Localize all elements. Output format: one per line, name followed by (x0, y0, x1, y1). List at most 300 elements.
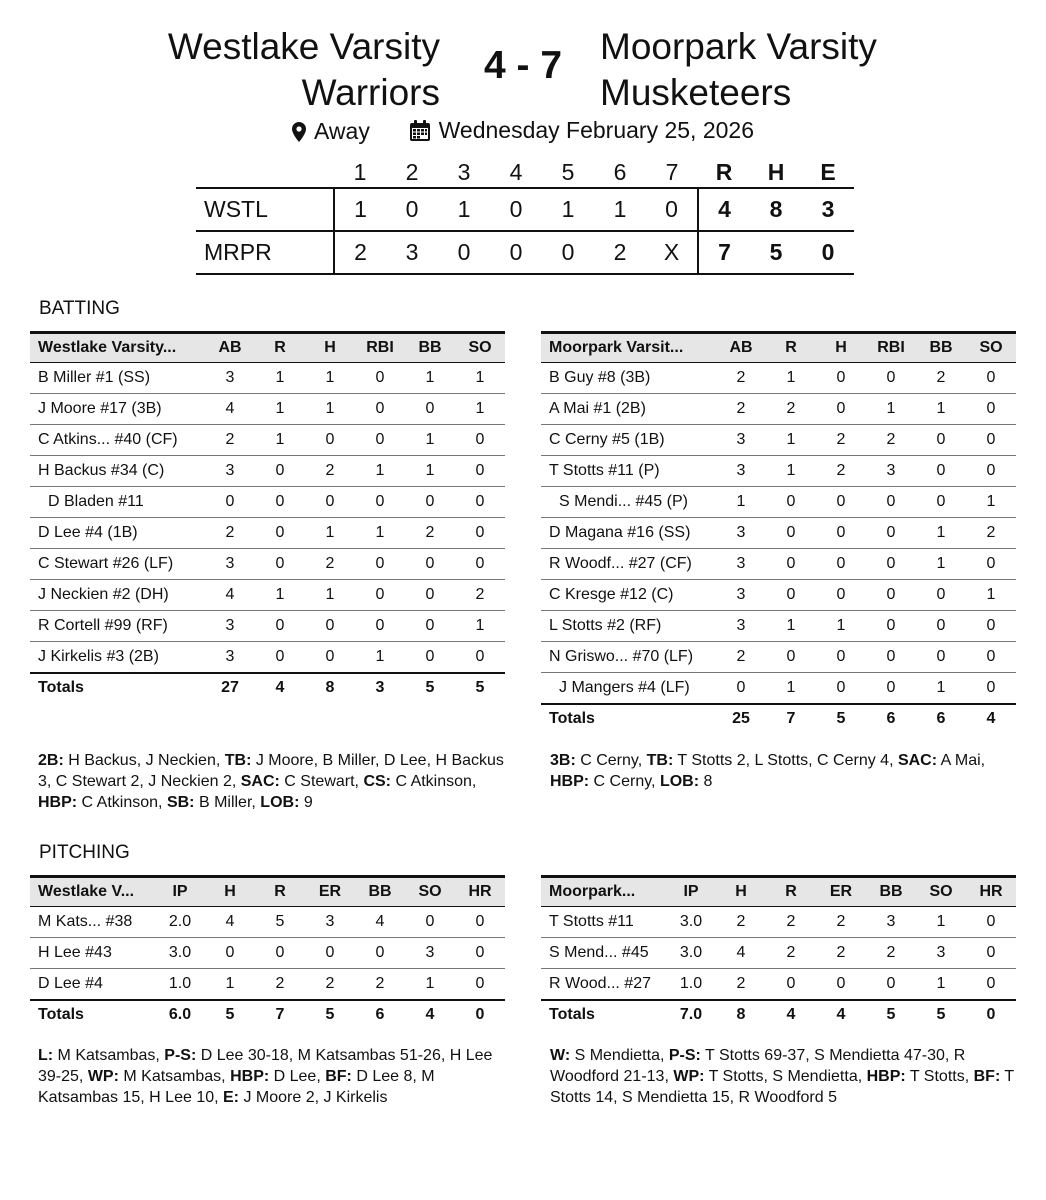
stat-cell: 0 (455, 642, 505, 673)
stat-cell: 0 (966, 907, 1016, 938)
table-header-row (30, 333, 505, 363)
stat-cell: 0 (305, 487, 355, 518)
note-text: A Mai, (937, 752, 986, 769)
totals-row (30, 1000, 505, 1030)
home-team-line1: Moorpark Varsity (600, 26, 877, 67)
stat-cell: 0 (916, 425, 966, 456)
inning-score: X (646, 231, 698, 274)
note-text: B Miller, (194, 794, 261, 811)
totals-label: Totals (541, 1000, 666, 1030)
stat-cell: 0 (405, 611, 455, 642)
table-row (30, 549, 505, 580)
stat-cell: 2 (716, 394, 766, 425)
stat-cell: 1 (255, 580, 305, 611)
stat-cell: 0 (766, 580, 816, 611)
table-row (541, 580, 1016, 611)
team-column-header: Moorpark Varsit... (541, 333, 716, 363)
totals-cell: 3 (355, 673, 405, 703)
stat-cell: 1 (255, 363, 305, 394)
note-text: 8 (699, 773, 713, 790)
player-name: M Kats... #38 (30, 907, 155, 938)
stat-cell: 1 (766, 673, 816, 704)
note-label: BF: (973, 1068, 1001, 1085)
totals-cell: 0 (455, 1000, 505, 1030)
stat-column-header: HR (966, 877, 1016, 907)
table-row (541, 425, 1016, 456)
stat-cell: 0 (305, 938, 355, 969)
stat-cell: 1 (355, 518, 405, 549)
totals-row (541, 704, 1016, 734)
totals-cell: 6.0 (155, 1000, 205, 1030)
stat-cell: 2 (355, 969, 405, 1000)
stat-cell: 2 (305, 549, 355, 580)
table-row (541, 487, 1016, 518)
stat-cell: 0 (966, 611, 1016, 642)
stat-cell: 2 (716, 642, 766, 673)
inning-header: 5 (542, 158, 594, 188)
stat-cell: 0 (305, 642, 355, 673)
totals-label: Totals (541, 704, 716, 734)
note-text: J Moore 2, J Kirkelis (239, 1089, 388, 1106)
stat-cell: 0 (916, 580, 966, 611)
player-name: L Stotts #2 (RF) (541, 611, 716, 642)
table-row (30, 907, 505, 938)
team-column-header: Westlake V... (30, 877, 155, 907)
table-row (30, 425, 505, 456)
note-text: T Stotts 69-37, S Mendietta 47-30, R Woodford 21-13, (550, 1047, 966, 1085)
stat-cell: 1.0 (155, 969, 205, 1000)
location-text: Away (314, 118, 370, 144)
note-label: SAC: (240, 773, 280, 790)
stat-cell: 0 (866, 363, 916, 394)
errors-total: 3 (802, 188, 854, 231)
inning-score: 1 (438, 188, 490, 231)
table-row (30, 580, 505, 611)
stat-column-header: BB (866, 877, 916, 907)
table-row (30, 642, 505, 673)
stat-cell: 3 (716, 425, 766, 456)
table-row (541, 518, 1016, 549)
stat-column-header: BB (405, 333, 455, 363)
note-label: L: (38, 1047, 54, 1064)
batting-section-title: BATTING (39, 298, 120, 319)
stat-cell: 1 (405, 456, 455, 487)
player-name: T Stotts #11 (541, 907, 666, 938)
inning-score: 0 (490, 231, 542, 274)
note-label: LOB: (659, 773, 700, 790)
errors-header: E (802, 158, 854, 188)
stat-cell: 0 (405, 549, 455, 580)
table-row (30, 456, 505, 487)
table-row (541, 969, 1016, 1000)
stat-cell: 0 (816, 642, 866, 673)
stat-cell: 1 (205, 969, 255, 1000)
line-score-table (196, 158, 854, 275)
note-text: S Mendietta, (570, 1047, 669, 1064)
game-meta (0, 117, 1046, 148)
stat-cell: 0 (305, 425, 355, 456)
home-team-line2: Musketeers (600, 72, 792, 113)
table-row (30, 394, 505, 425)
stat-cell: 0 (455, 487, 505, 518)
stat-cell: 1 (816, 611, 866, 642)
stat-cell: 0 (966, 549, 1016, 580)
away-team-name (168, 24, 440, 116)
stat-cell: 1 (305, 580, 355, 611)
away-team-line2: Warriors (301, 72, 440, 113)
stat-cell: 2 (766, 938, 816, 969)
stat-cell: 0 (255, 487, 305, 518)
stat-cell: 1 (405, 969, 455, 1000)
stat-cell: 0 (455, 518, 505, 549)
stat-cell: 4 (355, 907, 405, 938)
totals-cell: 8 (305, 673, 355, 703)
note-text: C Atkinson, (391, 773, 477, 790)
totals-cell: 5 (205, 1000, 255, 1030)
note-label: 3B: (550, 752, 576, 769)
totals-cell: 7.0 (666, 1000, 716, 1030)
player-name: J Moore #17 (3B) (30, 394, 205, 425)
stat-column-header: R (766, 877, 816, 907)
home-team-name (600, 24, 877, 116)
player-name: C Kresge #12 (C) (541, 580, 716, 611)
totals-cell: 4 (816, 1000, 866, 1030)
note-label: 2B: (38, 752, 64, 769)
stat-column-header: R (766, 333, 816, 363)
inning-header: 1 (334, 158, 386, 188)
stat-cell: 0 (866, 487, 916, 518)
stat-cell: 3 (716, 549, 766, 580)
note-text: M Katsambas, (118, 1068, 231, 1085)
pitching-section-title: PITCHING (39, 842, 130, 863)
note-text: T Stotts 2, L Stotts, C Cerny 4, (673, 752, 898, 769)
stat-cell: 0 (455, 425, 505, 456)
stat-cell: 1 (716, 487, 766, 518)
stat-cell: 0 (866, 580, 916, 611)
stat-column-header: H (816, 333, 866, 363)
inning-header: 6 (594, 158, 646, 188)
note-label: P-S: (668, 1047, 701, 1064)
note-text: 9 (299, 794, 313, 811)
note-text: D Lee 8, M Katsambas 15, H Lee 10, (38, 1068, 435, 1106)
stat-column-header: H (205, 877, 255, 907)
inning-score: 1 (542, 188, 594, 231)
note-text: J Moore, B Miller, D Lee, H Backus 3, C Stewart 2, J Neckien 2, (38, 752, 504, 790)
note-label: TB: (224, 752, 252, 769)
stat-cell: 0 (205, 938, 255, 969)
calendar-icon (409, 120, 431, 142)
inning-header: 7 (646, 158, 698, 188)
note-label: E: (223, 1089, 239, 1106)
table-row (541, 938, 1016, 969)
stat-cell: 0 (455, 938, 505, 969)
stat-cell: 1 (916, 394, 966, 425)
note-label: WP: (87, 1068, 119, 1085)
stat-cell: 3 (205, 456, 255, 487)
note-text: H Backus, J Neckien, (63, 752, 225, 769)
stat-cell: 4 (205, 394, 255, 425)
player-name: S Mend... #45 (541, 938, 666, 969)
stat-column-header: BB (916, 333, 966, 363)
stat-cell: 0 (966, 425, 1016, 456)
stat-cell: 0 (355, 580, 405, 611)
stat-cell: 3.0 (155, 938, 205, 969)
stat-cell: 3 (205, 642, 255, 673)
stat-cell: 3 (916, 938, 966, 969)
stat-cell: 0 (816, 673, 866, 704)
stat-cell: 3.0 (666, 938, 716, 969)
stat-cell: 1 (766, 456, 816, 487)
totals-cell: 5 (405, 673, 455, 703)
totals-cell: 4 (966, 704, 1016, 734)
note-label: LOB: (260, 794, 300, 811)
stat-cell: 0 (355, 611, 405, 642)
game-date (409, 117, 754, 144)
totals-cell: 6 (866, 704, 916, 734)
stat-cell: 2 (816, 456, 866, 487)
note-label: P-S: (164, 1047, 197, 1064)
note-text: C Cerny, (575, 752, 647, 769)
stat-cell: 1 (766, 611, 816, 642)
stat-cell: 0 (355, 394, 405, 425)
table-row (541, 673, 1016, 704)
stat-cell: 0 (766, 518, 816, 549)
stat-cell: 0 (966, 938, 1016, 969)
note-label: HBP: (38, 794, 78, 811)
pitching-table-home (541, 875, 1016, 1030)
batting-notes-away (38, 750, 508, 813)
stat-cell: 0 (966, 363, 1016, 394)
stat-cell: 3 (205, 549, 255, 580)
stat-cell: 0 (405, 580, 455, 611)
note-label: WP: (673, 1068, 705, 1085)
stat-column-header: H (716, 877, 766, 907)
player-name: J Kirkelis #3 (2B) (30, 642, 205, 673)
table-row (541, 394, 1016, 425)
stat-cell: 2 (816, 938, 866, 969)
player-name: D Magana #16 (SS) (541, 518, 716, 549)
stat-cell: 0 (255, 518, 305, 549)
stat-cell: 1 (766, 425, 816, 456)
hits-total: 8 (750, 188, 802, 231)
table-row (30, 938, 505, 969)
date-text: Wednesday February 25, 2026 (438, 117, 754, 143)
totals-cell: 5 (816, 704, 866, 734)
pitching-table-away (30, 875, 505, 1030)
stat-column-header: RBI (355, 333, 405, 363)
player-name: D Lee #4 (1B) (30, 518, 205, 549)
stat-cell: 0 (866, 549, 916, 580)
totals-label: Totals (30, 673, 205, 703)
stat-cell: 0 (916, 642, 966, 673)
stat-cell: 1 (355, 642, 405, 673)
note-text: T Stotts, (905, 1068, 974, 1085)
table-row (30, 969, 505, 1000)
player-name: C Atkins... #40 (CF) (30, 425, 205, 456)
note-label: TB: (646, 752, 674, 769)
totals-cell: 4 (255, 673, 305, 703)
inning-score: 0 (542, 231, 594, 274)
table-row (30, 363, 505, 394)
table-row (30, 487, 505, 518)
stat-cell: 0 (766, 487, 816, 518)
player-name: D Bladen #11 (30, 487, 205, 518)
stat-cell: 0 (405, 394, 455, 425)
stat-cell: 0 (405, 907, 455, 938)
inning-score: 1 (334, 188, 386, 231)
player-name: R Cortell #99 (RF) (30, 611, 205, 642)
batting-table-home (541, 331, 1016, 734)
stat-column-header: AB (716, 333, 766, 363)
stat-cell: 1 (305, 394, 355, 425)
stat-column-header: SO (966, 333, 1016, 363)
stat-cell: 0 (816, 580, 866, 611)
totals-cell: 7 (255, 1000, 305, 1030)
inning-score: 3 (386, 231, 438, 274)
stat-cell: 0 (255, 642, 305, 673)
stat-column-header: HR (455, 877, 505, 907)
line-score-row-away (196, 188, 854, 231)
stat-column-header: SO (916, 877, 966, 907)
stat-cell: 2 (255, 969, 305, 1000)
stat-cell: 1 (355, 456, 405, 487)
table-row (541, 456, 1016, 487)
stat-cell: 2 (305, 456, 355, 487)
stat-cell: 0 (355, 938, 405, 969)
stat-column-header: ER (816, 877, 866, 907)
stat-cell: 0 (766, 642, 816, 673)
stat-cell: 1 (405, 425, 455, 456)
stat-cell: 2 (716, 907, 766, 938)
inning-score: 0 (386, 188, 438, 231)
location (292, 118, 370, 145)
inning-score: 2 (334, 231, 386, 274)
stat-cell: 2 (455, 580, 505, 611)
stat-cell: 3 (716, 456, 766, 487)
stat-cell: 0 (455, 456, 505, 487)
stat-cell: 4 (205, 580, 255, 611)
pitching-notes-home (550, 1045, 1020, 1108)
stat-cell: 0 (866, 969, 916, 1000)
player-name: T Stotts #11 (P) (541, 456, 716, 487)
team-abbr: MRPR (196, 231, 334, 274)
stat-cell: 5 (255, 907, 305, 938)
stat-cell: 2 (716, 363, 766, 394)
stat-cell: 3 (205, 611, 255, 642)
stat-cell: 1 (455, 363, 505, 394)
note-label: HBP: (866, 1068, 906, 1085)
stat-column-header: SO (405, 877, 455, 907)
stat-cell: 1 (305, 363, 355, 394)
stat-column-header: IP (666, 877, 716, 907)
hits-header: H (750, 158, 802, 188)
stat-cell: 0 (455, 969, 505, 1000)
totals-cell: 27 (205, 673, 255, 703)
stat-cell: 2 (205, 425, 255, 456)
stat-cell: 0 (766, 549, 816, 580)
stat-cell: 1 (766, 363, 816, 394)
totals-cell: 6 (916, 704, 966, 734)
stat-cell: 3 (716, 518, 766, 549)
runs-total: 4 (698, 188, 750, 231)
stat-cell: 2 (866, 425, 916, 456)
stat-cell: 1 (966, 580, 1016, 611)
stat-cell: 0 (966, 394, 1016, 425)
stat-cell: 0 (816, 518, 866, 549)
totals-cell: 5 (305, 1000, 355, 1030)
stat-cell: 0 (816, 394, 866, 425)
stat-cell: 0 (966, 456, 1016, 487)
note-text: D Lee 30-18, M Katsambas 51-26, H Lee 39-25, (38, 1047, 493, 1085)
stat-cell: 3 (716, 611, 766, 642)
table-header-row (541, 877, 1016, 907)
inning-header: 4 (490, 158, 542, 188)
table-row (30, 518, 505, 549)
stat-cell: 0 (355, 549, 405, 580)
errors-total: 0 (802, 231, 854, 274)
note-label: W: (550, 1047, 571, 1064)
stat-column-header: IP (155, 877, 205, 907)
stat-cell: 3 (866, 907, 916, 938)
stat-cell: 0 (255, 938, 305, 969)
stat-cell: 0 (966, 673, 1016, 704)
final-score: 4 - 7 (483, 44, 563, 87)
stat-cell: 0 (816, 487, 866, 518)
stat-cell: 0 (816, 969, 866, 1000)
stat-cell: 2 (816, 425, 866, 456)
away-team-line1: Westlake Varsity (167, 26, 440, 67)
stat-cell: 4 (716, 938, 766, 969)
stat-cell: 1 (916, 907, 966, 938)
stat-cell: 0 (255, 611, 305, 642)
stat-cell: 0 (455, 549, 505, 580)
note-label: SB: (166, 794, 195, 811)
stat-cell: 0 (455, 907, 505, 938)
stat-cell: 0 (255, 456, 305, 487)
stat-cell: 1 (255, 425, 305, 456)
inning-score: 0 (490, 188, 542, 231)
player-name: B Guy #8 (3B) (541, 363, 716, 394)
player-name: C Cerny #5 (1B) (541, 425, 716, 456)
stat-cell: 0 (355, 363, 405, 394)
note-text: C Atkinson, (77, 794, 167, 811)
stat-cell: 1 (405, 363, 455, 394)
totals-label: Totals (30, 1000, 155, 1030)
totals-row (541, 1000, 1016, 1030)
totals-cell: 25 (716, 704, 766, 734)
player-name: S Mendi... #45 (P) (541, 487, 716, 518)
player-name: R Wood... #27 (541, 969, 666, 1000)
batting-notes-home (550, 750, 1020, 792)
stat-cell: 2 (866, 938, 916, 969)
player-name: J Mangers #4 (LF) (541, 673, 716, 704)
player-name: H Backus #34 (C) (30, 456, 205, 487)
player-name: C Stewart #26 (LF) (30, 549, 205, 580)
totals-cell: 5 (455, 673, 505, 703)
stat-cell: 0 (355, 487, 405, 518)
inning-header: 3 (438, 158, 490, 188)
stat-cell: 1 (916, 673, 966, 704)
stat-cell: 2 (966, 518, 1016, 549)
table-header-row (30, 877, 505, 907)
note-label: HBP: (550, 773, 590, 790)
stat-cell: 3.0 (666, 907, 716, 938)
stat-cell: 4 (205, 907, 255, 938)
player-name: R Woodf... #27 (CF) (541, 549, 716, 580)
stat-cell: 0 (716, 673, 766, 704)
totals-cell: 8 (716, 1000, 766, 1030)
batting-table-away (30, 331, 505, 703)
